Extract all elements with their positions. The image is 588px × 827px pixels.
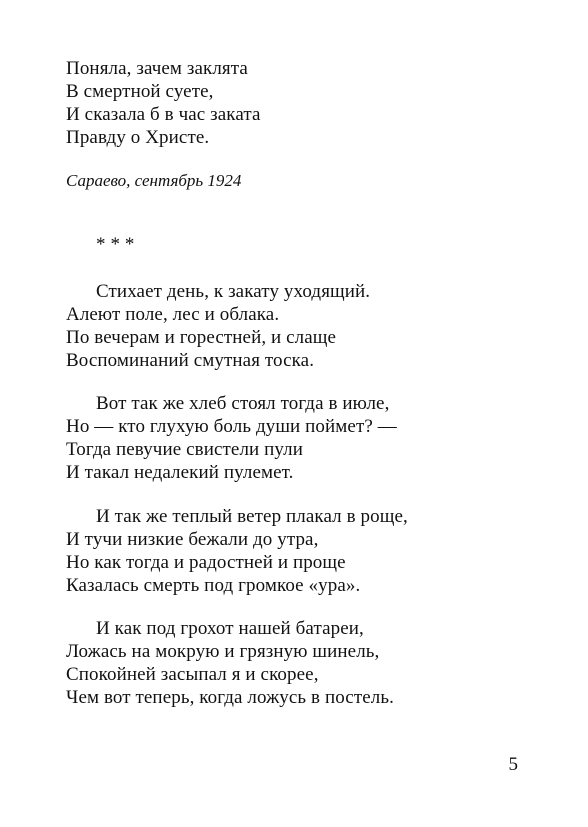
poem-line: Но — кто глухую боль души поймет? — (66, 416, 397, 437)
poem-line: И так же теплый ветер плакал в роще, (96, 506, 408, 527)
poem-line: Вот так же хлеб стоял тогда в июле, (96, 393, 390, 414)
place-date-signature: Сараево, сентябрь 1924 (66, 171, 242, 190)
poem-line: И такал недалекий пулемет. (66, 462, 294, 483)
poem-line: И как под грохот нашей батареи, (96, 618, 364, 639)
poem-line: Спокойней засыпал я и скорее, (66, 664, 319, 685)
poem-line: Чем вот теперь, когда ложусь в постель. (66, 687, 394, 708)
poem-line: Стихает день, к закату уходящий. (96, 281, 371, 302)
poem-line: Алеют поле, лес и облака. (66, 304, 280, 325)
poem-line: Поняла, зачем заклята (66, 58, 248, 79)
poem-line: Воспоминаний смутная тоска. (66, 350, 315, 371)
poem-line: Правду о Христе. (66, 127, 210, 148)
poem-line: По вечерам и горестней, и слаще (66, 327, 337, 348)
poem-line: Ложась на мокрую и грязную шинель, (66, 641, 380, 662)
poem-line: Казалась смерть под громкое «ура». (66, 575, 361, 596)
poem-line: Но как тогда и радостней и проще (66, 552, 346, 573)
poem-line: Тогда певучие свистели пули (66, 439, 304, 460)
poem-line: И сказала б в час заката (66, 104, 261, 125)
poem-line: В смертной суете, (66, 81, 214, 102)
poem-heading-asterisks: * * * (96, 234, 135, 255)
poem-line: И тучи низкие бежали до утра, (66, 529, 319, 550)
page-number: 5 (508, 754, 518, 775)
